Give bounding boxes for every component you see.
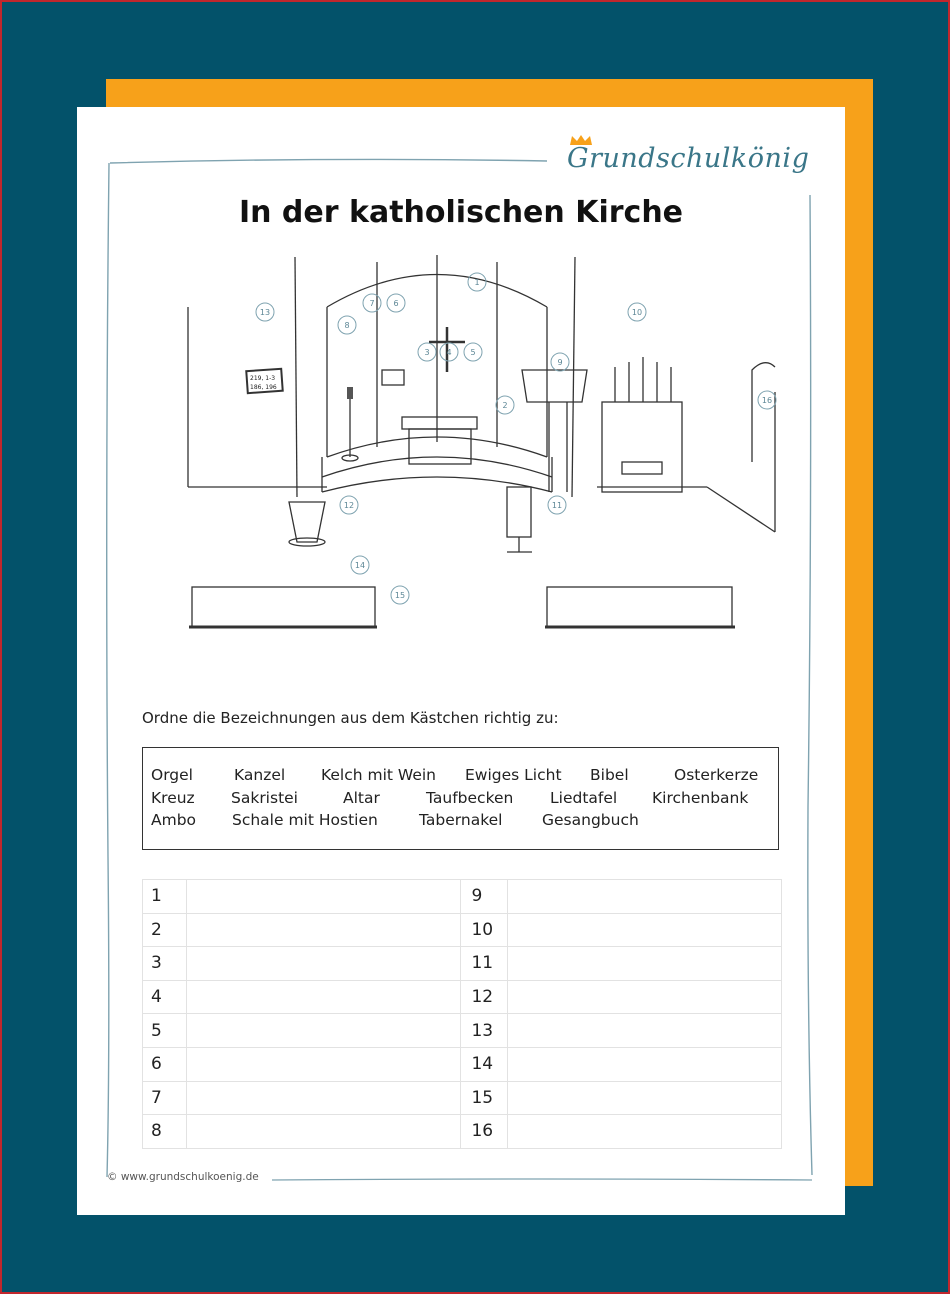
callout-label-3: 3 [424,348,430,357]
row-number: 4 [143,980,187,1014]
word-item: Tabernakel [419,811,503,829]
table-row [143,880,782,914]
song-board-line1: 219, 1-3 [250,375,276,382]
table-row [143,1047,782,1081]
answer-blank[interactable] [507,1081,781,1115]
word-item: Orgel [151,766,193,784]
table-row [143,980,782,1014]
row-number: 5 [143,1014,187,1048]
callout-label-9: 9 [557,358,563,367]
row-number: 7 [143,1081,187,1115]
callout-label-10: 10 [631,308,643,317]
row-number: 11 [461,947,507,981]
answer-blank[interactable] [187,1081,461,1115]
word-item: Liedtafel [550,789,618,807]
callout-label-1: 1 [474,278,480,287]
song-board-line2: 186, 196 [250,384,277,391]
callout-label-8: 8 [344,321,350,330]
answer-blank[interactable] [187,947,461,981]
table-row [143,1115,782,1149]
row-number: 9 [461,880,507,914]
church-illustration [177,252,787,672]
word-item: Ewiges Licht [465,766,562,784]
row-number: 12 [461,980,507,1014]
row-number: 13 [461,1014,507,1048]
word-item: Osterkerze [674,766,759,784]
table-row [143,913,782,947]
word-item: Schale mit Hostien [232,811,378,829]
answer-blank[interactable] [507,1014,781,1048]
worksheet-title: In der katholischen Kirche [238,195,684,230]
word-item: Kelch mit Wein [321,766,437,784]
callout-label-4: 4 [446,348,452,357]
word-box [142,747,779,850]
answer-table [142,879,782,1149]
answer-blank[interactable] [507,913,781,947]
callout-label-15: 15 [394,591,406,600]
word-item: Ambo [151,811,197,829]
table-row [143,1014,782,1048]
table-row [143,947,782,981]
row-number: 8 [143,1115,187,1149]
brand-logo: Grundschulkönig [567,143,810,174]
word-item: Kanzel [234,766,286,784]
word-item: Taufbecken [426,789,514,807]
callout-label-2: 2 [502,401,508,410]
answer-blank[interactable] [507,880,781,914]
row-number: 10 [461,913,507,947]
answer-blank[interactable] [187,1115,461,1149]
answer-blank[interactable] [187,880,461,914]
instruction-text: Ordne die Bezeichnungen aus dem Kästchen richtig zu: [142,709,559,727]
word-item: Kreuz [151,789,195,807]
answer-blank[interactable] [187,1047,461,1081]
word-item: Altar [343,789,380,807]
answer-blank[interactable] [187,980,461,1014]
answer-blank[interactable] [507,980,781,1014]
callout-label-14: 14 [354,561,366,570]
row-number: 16 [461,1115,507,1149]
callout-label-7: 7 [369,299,375,308]
callout-label-13: 13 [259,308,271,317]
answer-blank[interactable] [507,1047,781,1081]
word-item: Bibel [590,766,629,784]
answer-blank[interactable] [507,947,781,981]
callout-label-6: 6 [393,299,399,308]
row-number: 6 [143,1047,187,1081]
footer-rule [272,1178,812,1182]
row-number: 2 [143,913,187,947]
answer-blank[interactable] [187,1014,461,1048]
row-number: 1 [143,880,187,914]
word-item: Gesangbuch [542,811,639,829]
table-row [143,1081,782,1115]
worksheet-page [77,107,845,1215]
callout-label-12: 12 [343,501,355,510]
row-number: 14 [461,1047,507,1081]
word-item: Sakristei [231,789,298,807]
word-item: Kirchenbank [652,789,749,807]
row-number: 15 [461,1081,507,1115]
answer-blank[interactable] [187,913,461,947]
callout-label-11: 11 [551,501,563,510]
footer-copyright: © www.grundschulkoenig.de [107,1171,259,1183]
callout-label-5: 5 [470,348,476,357]
row-number: 3 [143,947,187,981]
callout-label-16: 16 [761,396,773,405]
answer-blank[interactable] [507,1115,781,1149]
